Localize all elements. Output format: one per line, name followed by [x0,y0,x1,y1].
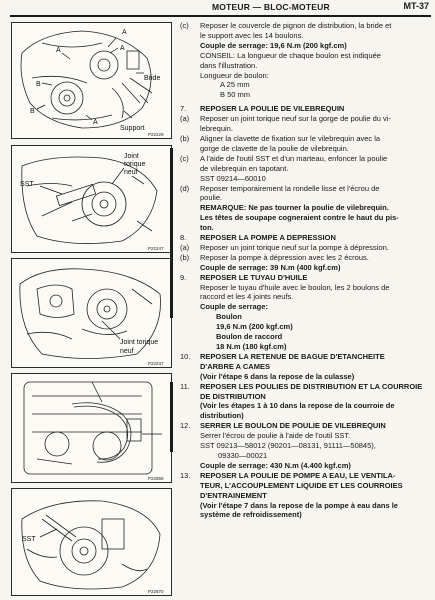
item-marker: 11. [180,381,190,391]
text-line [180,372,427,382]
text-line [180,31,427,41]
text-line [180,134,427,144]
item-text: D'ARBRE A CAMES [200,361,270,371]
fig5-label-sst: SST [22,536,36,543]
text-line [180,411,427,421]
item-text: Reposer la pompe à dépression avec les 2 écrous. [200,252,369,262]
text-line [180,80,427,90]
item-text: le support avec les 14 boulons. [200,30,304,40]
figure-crankshaft-pulley [11,145,172,253]
fig3-label-joint-torique: Joint torique [120,339,159,346]
text-line [180,104,427,114]
item-text: lebrequin. [200,124,233,134]
item-text: 18 N.m (180 kgf.cm) [216,342,287,351]
item-text: Reposer temporairement la rondelle lisse et l'écrou de [200,183,380,193]
text-line [180,253,427,263]
instructions-text [180,21,427,520]
fig3-label-neuf: neuf [120,348,134,355]
text-line [180,21,427,31]
fig2-label-joint: Joint [124,153,139,160]
fig4-code: P22858 [148,476,164,481]
text-line [180,491,427,501]
page-header [0,0,435,16]
item-text: A 25 mm [220,80,250,90]
item-text: ton. [200,223,214,233]
item-text: (Voir l'étape 7 dans la repose de la pompe à eau dans le [200,500,398,510]
text-line [180,471,427,481]
fig1-label-a3: A [56,47,61,54]
text-line [180,401,427,411]
item-text: TEUR, L'ACCOUPLEMENT LIQUIDE ET LES COURROIES [200,480,403,490]
item-text: poulie. [200,193,223,203]
text-line [180,441,427,451]
item-text: DE DISTRIBUTION [200,391,266,401]
fig2-label-neuf: neuf [124,169,138,176]
item-text: système de refroidissement) [200,510,302,520]
item-marker: (d) [180,183,190,193]
fig1-label-b1: B [36,81,41,88]
item-text: 09330—00021 [218,450,268,460]
text-line [180,481,427,491]
item-text: SST 09213—58012 (90201—08131, 91111—50845), [200,441,376,451]
revision-bar [170,148,173,318]
item-text: CONSEIL: La longueur de chaque boulon est indiquée [200,50,381,60]
text-line [180,382,427,392]
item-text: de vilebrequin en tapotant. [200,163,289,173]
text-line [180,292,427,302]
text-line [180,144,427,154]
item-text: Couple de serrage: 19,6 N.m (200 kgf.cm) [200,40,347,50]
item-text: Les têtes de soupape cogneraient contre le haut du pis- [200,213,399,223]
item-text: 19,6 N.m (200 kgf.cm) [216,322,293,332]
text-line [180,431,427,441]
text-line [180,501,427,511]
fig2-label-torique: torique [124,161,146,168]
text-line [180,164,427,174]
item-marker: 9. [180,272,187,282]
item-marker: (b) [180,133,190,143]
text-line [180,283,427,293]
item-text: Couple de serrage: 430 N.m (4.400 kgf.cm) [200,460,351,470]
header-rule [10,15,431,17]
item-marker: (b) [180,252,190,262]
fig1-code: P22229 [148,132,164,137]
text-line [180,51,427,61]
text-line [180,243,427,253]
text-line [180,362,427,372]
item-text: Boulon [216,312,242,322]
item-text: Reposer le tuyau d'huile avec le boulon, les 2 boulons de [200,282,390,292]
text-line [180,223,427,233]
text-line [180,451,427,461]
text-line [180,90,427,100]
text-line [180,273,427,283]
item-text: Couple de serrage: [200,302,268,312]
item-text: SERRER LE BOULON DE POULIE DE VILEBREQUIN [200,421,386,431]
fig1-label-a4: A [93,119,98,126]
text-line [180,510,427,520]
item-marker: 12. [180,421,191,431]
item-marker: (c) [180,21,189,30]
text-line [180,41,427,51]
item-text: Aligner la clavette de fixation sur le vilebrequin avec la [200,133,381,143]
item-text: distribution) [200,411,244,421]
item-text: A l'aide de l'outil SST et d'un marteau, enfoncer la poulie [200,153,388,163]
item-text: Reposer un joint torique neuf sur la pompe à dépression. [200,242,389,252]
text-line [180,263,427,273]
text-line [180,71,427,81]
item-marker: (c) [180,153,189,163]
item-marker: 10. [180,351,191,361]
text-line [180,124,427,134]
fig1-label-a2: A [120,45,125,52]
text-line [180,174,427,184]
text-line [180,233,427,243]
text-line [180,184,427,194]
text-line [180,392,427,402]
figure-timing-cover [11,22,172,139]
item-text: Serrer l'écrou de poulie à l'aide de l'outil SST. [200,431,351,441]
item-text: Reposer un joint torique neuf sur la gorge de poulie du vi- [200,114,391,124]
item-text: REPOSER LA POMPE A DEPRESSION [200,233,336,243]
fig1-label-b2: B [30,108,35,115]
item-marker: (a) [180,242,190,252]
fig2-code: P22247 [148,246,164,251]
text-line [180,322,427,332]
text-line [180,421,427,431]
text-line [180,114,427,124]
fig1-label-a1: A [122,29,127,36]
item-text: raccord et les 4 joints neufs. [200,292,294,302]
item-text: SST 09214—60010 [200,173,266,183]
item-text: Reposer le couvercle de pignon de distribution, la bride et [200,21,392,30]
text-line [180,312,427,322]
text-line [180,61,427,71]
text-line [180,352,427,362]
text-line [180,332,427,342]
text-line [180,154,427,164]
fig3-code: P22237 [148,361,164,366]
item-text: REPOSER LES POULIES DE DISTRIBUTION ET LA COURROIE [200,381,423,391]
item-marker: 8. [180,233,187,243]
text-line [180,203,427,213]
item-text: REPOSER LA POULIE DE VILEBREQUIN [200,104,345,114]
item-text: Couple de serrage: 39 N.m (400 kgf.cm) [200,262,341,272]
item-text: Boulon de raccord [216,332,283,342]
text-line [180,461,427,471]
item-text: D'ENTRAINEMENT [200,490,267,500]
item-marker: 13. [180,470,191,480]
item-text: Longueur de boulon: [200,70,269,80]
text-line [180,213,427,223]
item-text: REPOSER LA RETENUE DE BAGUE D'ETANCHEITE [200,351,385,361]
figure-vacuum-pump [11,258,172,368]
revision-bar [170,382,173,452]
fig2-label-sst: SST [20,181,34,188]
page-number: MT-37 [403,1,429,11]
item-text: REMARQUE: Ne pas tourner la poulie de vilebrequin. [200,203,389,213]
item-text: (Voir l'étape 6 dans la repose de la culasse) [200,371,355,381]
item-text: gorge de clavette de la poulie de vilebrequin. [200,143,349,153]
item-text: B 50 mm [220,90,251,100]
fig1-label-support: Support [120,125,145,132]
item-text: REPOSER LA POULIE DE POMPE A EAU, LE VENTILA- [200,470,396,480]
item-text: REPOSER LE TUYAU D'HUILE [200,272,308,282]
text-line [180,193,427,203]
fig5-code: P22870 [148,589,164,594]
figure-oil-pipe [11,373,172,483]
text-line [180,342,427,352]
fig1-label-bride: Bride [144,75,161,82]
figure-crank-bolt [11,488,172,596]
item-text: (Voir les étapes 1 à 10 dans la repose de la courroie de [200,401,395,411]
text-line [180,302,427,312]
item-text: dans l'illustration. [200,60,258,70]
section-title: MOTEUR — BLOC-MOTEUR [212,2,330,12]
item-marker: (a) [180,114,190,124]
item-marker: 7. [180,104,187,114]
